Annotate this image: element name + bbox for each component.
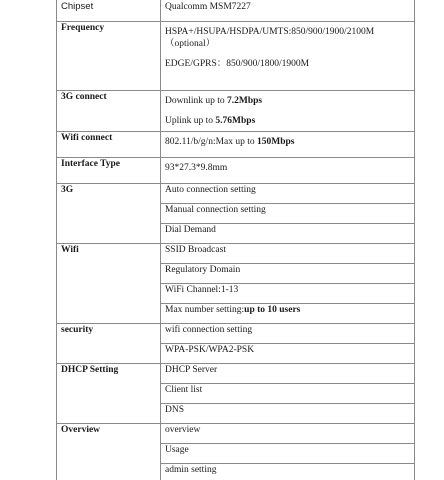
- row-value-dhcp-setting: DHCP Server: [161, 364, 415, 384]
- row-label-wifi-connect: Wifi connect: [57, 132, 161, 158]
- row-value-3g: Auto connection setting: [161, 184, 415, 204]
- table-row: [57, 158, 415, 184]
- row-value-frequency: [161, 22, 415, 91]
- row-value-wifi: Regulatory Domain: [161, 264, 415, 284]
- table-row: [57, 184, 415, 204]
- table-row: [57, 244, 415, 264]
- row-label-dhcp-setting: DHCP Setting: [57, 364, 161, 424]
- row-value-overview: overview: [161, 424, 415, 444]
- row-label-frequency: Frequency: [57, 22, 161, 91]
- row-value-overview: admin setting: [161, 464, 415, 480]
- row-label-wifi: Wifi: [57, 244, 161, 324]
- table-row: [57, 424, 415, 444]
- row-label-security: security: [57, 324, 161, 364]
- value-text: （optional）: [165, 39, 216, 49]
- row-value-security: wifi connection setting: [161, 324, 415, 344]
- row-value-overview: Usage: [161, 444, 415, 464]
- row-value-dhcp-setting: DNS: [161, 404, 415, 424]
- row-value-3g: Manual connection setting: [161, 204, 415, 224]
- row-value-wifi: SSID Broadcast: [161, 244, 415, 264]
- row-value-wifi: WiFi Channel:1-13: [161, 284, 415, 304]
- row-value-3g-connect: [161, 91, 415, 132]
- table-row: [57, 132, 415, 158]
- row-value-interface-type: 93*27.3*9.8mm: [161, 158, 415, 184]
- table-row: [57, 91, 415, 132]
- row-value-wifi: Max number setting:up to 10 users: [161, 304, 415, 324]
- value-text: EDGE/GPRS：850/900/1800/1900M: [165, 59, 310, 69]
- spec-table: [56, 0, 415, 480]
- table-row: [57, 0, 415, 22]
- table-row: [57, 364, 415, 384]
- row-label-overview: Overview: [57, 424, 161, 480]
- row-label-interface-type: Interface Type: [57, 158, 161, 184]
- row-value-chipset: [161, 0, 415, 22]
- row-label-3g-connect: 3G connect: [57, 91, 161, 132]
- row-value-wifi-connect: 802.11/b/g/n:Max up to 150Mbps: [161, 132, 415, 158]
- uplink-text: Uplink up to 5.76Mbps: [165, 116, 256, 126]
- row-label-3g: 3G: [57, 184, 161, 244]
- row-value-security: WPA-PSK/WPA2-PSK: [161, 344, 415, 364]
- value-text: Qualcomm MSM7227: [165, 2, 251, 12]
- row-value-dhcp-setting: Client list: [161, 384, 415, 404]
- table-row: [57, 324, 415, 344]
- row-value-3g: Dial Demand: [161, 224, 415, 244]
- row-label-chipset: Chipset: [57, 0, 161, 22]
- downlink-text: Downlink up to 7.2Mbps: [165, 96, 263, 106]
- value-text: HSPA+/HSUPA/HSDPA/UMTS:850/900/1900/2100M: [165, 27, 375, 37]
- table-row: [57, 22, 415, 91]
